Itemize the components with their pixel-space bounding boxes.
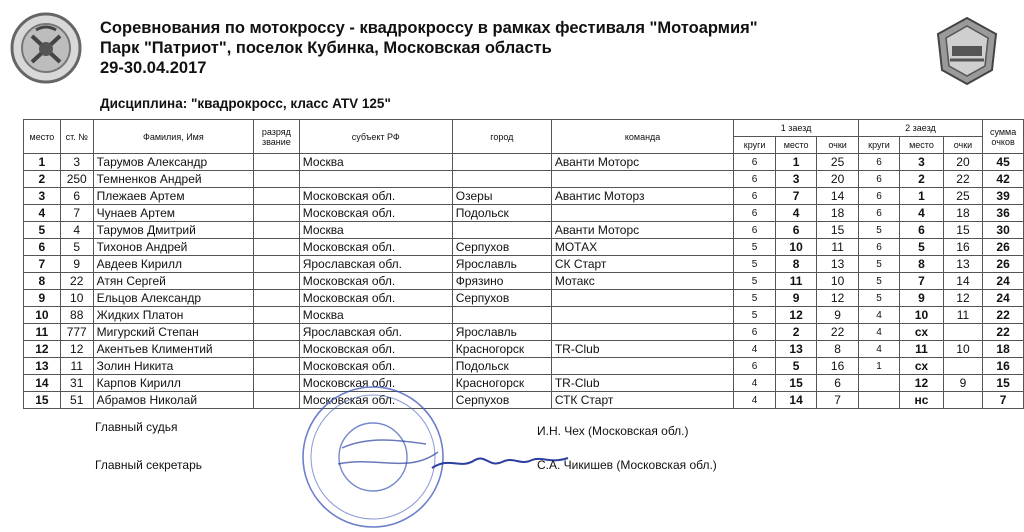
cell-number: 12 [60, 341, 93, 358]
cell-place: 7 [24, 256, 61, 273]
cell-race1-pts: 25 [817, 154, 858, 171]
col-header-team: команда [551, 120, 734, 154]
cell-region: Московская обл. [299, 358, 452, 375]
col-header-region: субъект РФ [299, 120, 452, 154]
cell-race2-pos: 1 [900, 188, 944, 205]
col-header-rank [254, 120, 300, 154]
cell-rank [254, 171, 300, 188]
cell-team [551, 307, 734, 324]
cell-team: Аванти Моторс [551, 222, 734, 239]
cell-race1-pos: 9 [775, 290, 817, 307]
cell-race2-pts: 12 [943, 290, 982, 307]
cell-rank [254, 307, 300, 324]
cell-sum: 39 [983, 188, 1024, 205]
cell-name: Акентьев Климентий [93, 341, 253, 358]
table-row [24, 205, 1024, 222]
cell-number: 3 [60, 154, 93, 171]
table-row [24, 358, 1024, 375]
cell-city: Серпухов [452, 392, 551, 409]
cell-team [551, 205, 734, 222]
cell-region: Московская обл. [299, 341, 452, 358]
cell-race1-pts: 14 [817, 188, 858, 205]
cell-race1-laps: 5 [734, 290, 775, 307]
cell-team: Аванти Моторс [551, 154, 734, 171]
cell-race1-pts: 13 [817, 256, 858, 273]
cell-number: 22 [60, 273, 93, 290]
cell-race1-laps: 4 [734, 341, 775, 358]
cell-region: Москва [299, 154, 452, 171]
cell-place: 4 [24, 205, 61, 222]
dosaaf-emblem-right-icon [928, 14, 1006, 86]
cell-place: 15 [24, 392, 61, 409]
cell-team: СТК Старт [551, 392, 734, 409]
cell-race2-pts: 11 [943, 307, 982, 324]
cell-race2-pts: 25 [943, 188, 982, 205]
cell-name: Атян Сергей [93, 273, 253, 290]
cell-number: 51 [60, 392, 93, 409]
cell-number: 11 [60, 358, 93, 375]
cell-race2-pos: 5 [900, 239, 944, 256]
cell-race1-laps: 4 [734, 392, 775, 409]
cell-race2-pos: сх [900, 324, 944, 341]
cell-name: Тарумов Дмитрий [93, 222, 253, 239]
col-header-rank-line1: разряд [261, 126, 291, 137]
cell-race1-pos: 2 [775, 324, 817, 341]
cell-city: Серпухов [452, 290, 551, 307]
cell-race1-laps: 4 [734, 375, 775, 392]
cell-race2-laps [858, 375, 899, 392]
col-header-name: Фамилия, Имя [93, 120, 253, 154]
cell-race1-laps: 6 [734, 205, 775, 222]
cell-region: Московская обл. [299, 239, 452, 256]
cell-race1-pos: 8 [775, 256, 817, 273]
cell-team [551, 324, 734, 341]
cell-rank [254, 358, 300, 375]
chief-judge-label: Главный судья [95, 420, 178, 434]
col-header-city: город [452, 120, 551, 154]
cell-name: Ельцов Александр [93, 290, 253, 307]
cell-team [551, 171, 734, 188]
cell-city [452, 154, 551, 171]
col-header-sum [983, 120, 1024, 154]
cell-city: Ярославль [452, 256, 551, 273]
cell-race1-pts: 20 [817, 171, 858, 188]
cell-city [452, 307, 551, 324]
cell-sum: 45 [983, 154, 1024, 171]
cell-name: Авдеев Кирилл [93, 256, 253, 273]
cell-race2-pos: 3 [900, 154, 944, 171]
results-table [23, 119, 1024, 409]
cell-race1-laps: 5 [734, 307, 775, 324]
cell-race1-laps: 6 [734, 171, 775, 188]
cell-number: 6 [60, 188, 93, 205]
cell-name: Мигурский Степан [93, 324, 253, 341]
cell-rank [254, 324, 300, 341]
cell-region: Москва [299, 307, 452, 324]
cell-race2-laps: 4 [858, 324, 899, 341]
cell-place: 10 [24, 307, 61, 324]
cell-race2-pts: 15 [943, 222, 982, 239]
cell-name: Золин Никита [93, 358, 253, 375]
cell-race2-pts: 9 [943, 375, 982, 392]
table-row [24, 222, 1024, 239]
table-row [24, 154, 1024, 171]
cell-race1-laps: 5 [734, 239, 775, 256]
cell-team: СК Старт [551, 256, 734, 273]
cell-rank [254, 239, 300, 256]
chief-secretary-name: С.А. Чикишев (Московская обл.) [537, 458, 717, 472]
cell-team [551, 358, 734, 375]
cell-race1-pts: 16 [817, 358, 858, 375]
cell-region [299, 171, 452, 188]
cell-region: Ярославская обл. [299, 256, 452, 273]
cell-race2-laps: 5 [858, 290, 899, 307]
cell-name: Темненков Андрей [93, 171, 253, 188]
col-header-number: ст. № [60, 120, 93, 154]
cell-sum: 26 [983, 239, 1024, 256]
cell-race2-pts: 18 [943, 205, 982, 222]
cell-race2-pos: 6 [900, 222, 944, 239]
cell-place: 11 [24, 324, 61, 341]
cell-rank [254, 341, 300, 358]
cell-race1-pos: 14 [775, 392, 817, 409]
cell-race2-laps: 1 [858, 358, 899, 375]
cell-race2-pts: 22 [943, 171, 982, 188]
cell-race2-laps: 6 [858, 171, 899, 188]
cell-rank [254, 273, 300, 290]
cell-sum: 26 [983, 256, 1024, 273]
cell-team: TR-Club [551, 375, 734, 392]
cell-race1-pos: 15 [775, 375, 817, 392]
cell-race2-laps [858, 392, 899, 409]
cell-sum: 18 [983, 341, 1024, 358]
col-header-race1-pos: место [775, 137, 817, 154]
cell-race1-laps: 6 [734, 154, 775, 171]
cell-sum: 36 [983, 205, 1024, 222]
cell-race1-pos: 6 [775, 222, 817, 239]
cell-city: Подольск [452, 205, 551, 222]
cell-name: Карпов Кирилл [93, 375, 253, 392]
col-header-race1-laps: круги [734, 137, 775, 154]
cell-place: 9 [24, 290, 61, 307]
table-row [24, 171, 1024, 188]
discipline-title: Дисциплина: "квадрокросс, класс ATV 125" [100, 96, 391, 111]
cell-race2-laps: 6 [858, 188, 899, 205]
cell-rank [254, 256, 300, 273]
cell-city: Подольск [452, 358, 551, 375]
cell-place: 8 [24, 273, 61, 290]
cell-sum: 24 [983, 273, 1024, 290]
table-row [24, 239, 1024, 256]
cell-rank [254, 154, 300, 171]
cell-region: Московская обл. [299, 392, 452, 409]
cell-name: Жидких Платон [93, 307, 253, 324]
cell-place: 1 [24, 154, 61, 171]
cell-region: Московская обл. [299, 273, 452, 290]
cell-race1-pts: 22 [817, 324, 858, 341]
cell-race2-pos: нс [900, 392, 944, 409]
cell-race1-laps: 5 [734, 273, 775, 290]
cell-race2-pos: 10 [900, 307, 944, 324]
cell-race2-laps: 6 [858, 205, 899, 222]
cell-place: 12 [24, 341, 61, 358]
cell-race2-pts [943, 358, 982, 375]
cell-race2-laps: 6 [858, 154, 899, 171]
organization-emblem-left-icon [10, 12, 82, 84]
cell-race1-pts: 7 [817, 392, 858, 409]
cell-region: Московская обл. [299, 375, 452, 392]
cell-race2-pts [943, 392, 982, 409]
cell-sum: 15 [983, 375, 1024, 392]
cell-race1-pts: 9 [817, 307, 858, 324]
cell-city: Серпухов [452, 239, 551, 256]
cell-race1-laps: 6 [734, 324, 775, 341]
table-row [24, 375, 1024, 392]
cell-name: Абрамов Николай [93, 392, 253, 409]
cell-race1-pos: 4 [775, 205, 817, 222]
cell-race2-pts: 14 [943, 273, 982, 290]
cell-city: Ярославль [452, 324, 551, 341]
table-row [24, 290, 1024, 307]
cell-name: Плежаев Артем [93, 188, 253, 205]
cell-city: Красногорск [452, 341, 551, 358]
cell-race2-pos: 2 [900, 171, 944, 188]
cell-race2-laps: 6 [858, 239, 899, 256]
cell-number: 10 [60, 290, 93, 307]
cell-city: Фрязино [452, 273, 551, 290]
cell-race1-laps: 6 [734, 358, 775, 375]
col-header-sum-line1: сумма [989, 126, 1017, 137]
table-row [24, 324, 1024, 341]
cell-sum: 22 [983, 324, 1024, 341]
cell-race2-laps: 4 [858, 307, 899, 324]
cell-race1-pts: 8 [817, 341, 858, 358]
table-row [24, 341, 1024, 358]
chief-secretary-label: Главный секретарь [95, 458, 202, 472]
cell-sum: 7 [983, 392, 1024, 409]
table-row [24, 273, 1024, 290]
cell-city [452, 171, 551, 188]
cell-city: Озеры [452, 188, 551, 205]
header-location: Парк "Патриот", поселок Кубинка, Московская область [100, 39, 552, 57]
cell-number: 4 [60, 222, 93, 239]
cell-race1-pos: 10 [775, 239, 817, 256]
cell-team: МОТАХ [551, 239, 734, 256]
table-row [24, 392, 1024, 409]
cell-place: 5 [24, 222, 61, 239]
cell-race2-pos: 9 [900, 290, 944, 307]
cell-race2-laps: 5 [858, 273, 899, 290]
cell-region: Московская обл. [299, 205, 452, 222]
cell-sum: 42 [983, 171, 1024, 188]
cell-number: 9 [60, 256, 93, 273]
cell-sum: 22 [983, 307, 1024, 324]
cell-number: 88 [60, 307, 93, 324]
cell-race2-laps: 5 [858, 256, 899, 273]
cell-rank [254, 375, 300, 392]
cell-number: 5 [60, 239, 93, 256]
cell-name: Чунаев Артем [93, 205, 253, 222]
col-header-race1-pts: очки [817, 137, 858, 154]
cell-team: Мотакс [551, 273, 734, 290]
cell-race2-pts: 16 [943, 239, 982, 256]
cell-sum: 16 [983, 358, 1024, 375]
cell-race1-laps: 5 [734, 256, 775, 273]
cell-race2-pos: сх [900, 358, 944, 375]
cell-race2-pos: 12 [900, 375, 944, 392]
cell-rank [254, 188, 300, 205]
cell-region: Ярославская обл. [299, 324, 452, 341]
cell-team: TR-Club [551, 341, 734, 358]
table-row [24, 307, 1024, 324]
official-stamp-icon [298, 382, 448, 532]
cell-sum: 24 [983, 290, 1024, 307]
col-header-sum-line2: очков [991, 136, 1015, 147]
cell-race1-pos: 3 [775, 171, 817, 188]
col-header-place: место [24, 120, 61, 154]
cell-race1-pos: 13 [775, 341, 817, 358]
cell-name: Тарумов Александр [93, 154, 253, 171]
document-header [100, 18, 758, 78]
cell-place: 2 [24, 171, 61, 188]
cell-number: 250 [60, 171, 93, 188]
cell-rank [254, 392, 300, 409]
cell-race1-pts: 15 [817, 222, 858, 239]
chief-judge-name: И.Н. Чех (Московская обл.) [537, 424, 689, 438]
cell-team [551, 290, 734, 307]
cell-race1-pts: 11 [817, 239, 858, 256]
col-header-rank-line2: звание [261, 136, 291, 147]
cell-sum: 30 [983, 222, 1024, 239]
cell-place: 6 [24, 239, 61, 256]
cell-race1-pts: 6 [817, 375, 858, 392]
cell-race2-pos: 11 [900, 341, 944, 358]
col-header-race2: 2 заезд [858, 120, 982, 137]
cell-race2-laps: 5 [858, 222, 899, 239]
col-header-race2-pts: очки [943, 137, 982, 154]
cell-team: Авантис Моторз [551, 188, 734, 205]
cell-race2-pts: 20 [943, 154, 982, 171]
col-header-race1: 1 заезд [734, 120, 858, 137]
cell-region: Московская обл. [299, 290, 452, 307]
cell-race1-pos: 7 [775, 188, 817, 205]
cell-race2-pos: 4 [900, 205, 944, 222]
cell-rank [254, 290, 300, 307]
cell-race2-pos: 8 [900, 256, 944, 273]
cell-number: 777 [60, 324, 93, 341]
cell-race1-laps: 6 [734, 188, 775, 205]
cell-race1-pts: 12 [817, 290, 858, 307]
cell-race1-pos: 5 [775, 358, 817, 375]
cell-race1-pts: 18 [817, 205, 858, 222]
cell-region: Москва [299, 222, 452, 239]
header-dates: 29-30.04.2017 [100, 59, 207, 77]
cell-rank [254, 205, 300, 222]
col-header-race2-pos: место [900, 137, 944, 154]
col-header-race2-laps: круги [858, 137, 899, 154]
cell-race1-pos: 1 [775, 154, 817, 171]
cell-race1-pos: 11 [775, 273, 817, 290]
cell-city [452, 222, 551, 239]
cell-place: 14 [24, 375, 61, 392]
cell-race1-laps: 6 [734, 222, 775, 239]
cell-race2-pts: 10 [943, 341, 982, 358]
cell-city: Красногорск [452, 375, 551, 392]
cell-race1-pts: 10 [817, 273, 858, 290]
table-row [24, 188, 1024, 205]
cell-race1-pos: 12 [775, 307, 817, 324]
cell-race2-pos: 7 [900, 273, 944, 290]
cell-place: 13 [24, 358, 61, 375]
cell-rank [254, 222, 300, 239]
cell-place: 3 [24, 188, 61, 205]
cell-race2-laps: 4 [858, 341, 899, 358]
cell-number: 7 [60, 205, 93, 222]
cell-name: Тихонов Андрей [93, 239, 253, 256]
cell-number: 31 [60, 375, 93, 392]
cell-race2-pts [943, 324, 982, 341]
header-title: Соревнования по мотокроссу - квадрокроссу в рамках фестиваля "Мотоармия" [100, 19, 758, 37]
cell-race2-pts: 13 [943, 256, 982, 273]
table-row [24, 256, 1024, 273]
cell-region: Московская обл. [299, 188, 452, 205]
